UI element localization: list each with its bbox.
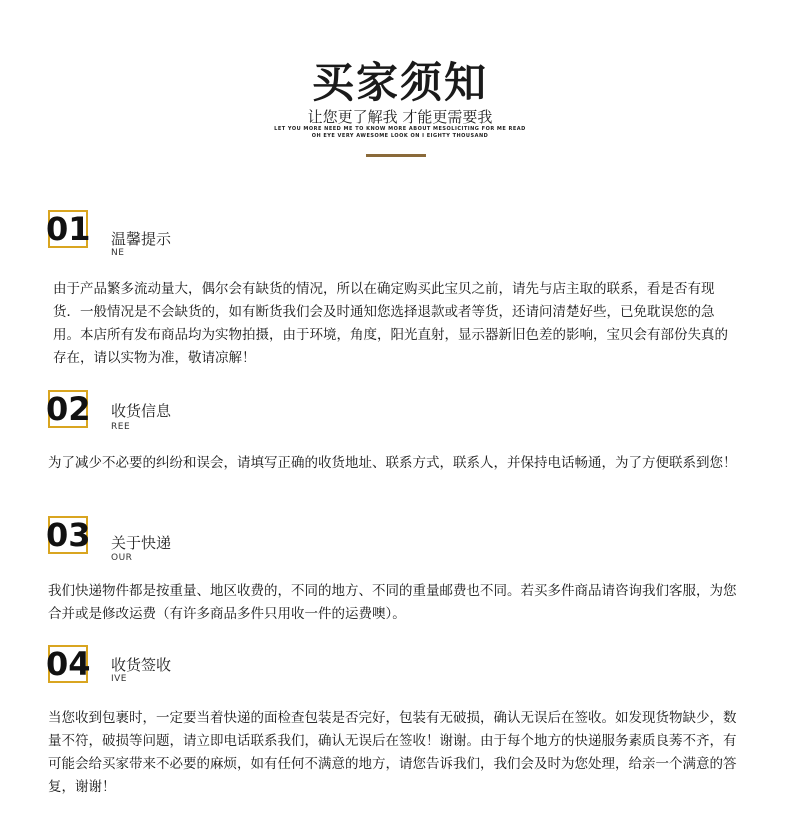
page-header bbox=[0, 0, 800, 170]
section-delivery bbox=[0, 516, 800, 626]
section-number-box bbox=[46, 210, 91, 248]
section-shipping-info bbox=[0, 390, 800, 500]
section-number-box bbox=[46, 516, 91, 554]
page-title: 买家须知 bbox=[311, 58, 488, 107]
section-subtitle: IVE bbox=[111, 674, 127, 684]
section-receipt bbox=[0, 645, 800, 815]
section-title: 温馨提示 bbox=[111, 230, 172, 248]
section-body: 我们快递物件都是按重量、地区收费的，不同的地方、不同的重量邮费也不同。若买多件商品请咨询我们客服，为您合并或是修改运费（有许多商品多件只用收一件的运费噢）。 bbox=[48, 583, 737, 622]
section-number: 01 bbox=[46, 210, 91, 248]
section-title: 关于快递 bbox=[111, 534, 172, 552]
section-body: 由于产品繁多流动量大，偶尔会有缺货的情况，所以在确定购买此宝贝之前，请先与店主取的联系，看是否有现货．一般情况是不会缺货的，如有断货我们会及时通知您选择退款或者等货，还请问清楚好些，已免耽误您的急用。本店所有发布商品均为实物拍摄，由于环境，角度，阳光直射，显示器新旧色差的影响，宝贝会有部份失真的存在，请以实物为准，敬请凉解！ bbox=[53, 281, 728, 366]
section-subtitle: NE bbox=[111, 248, 125, 258]
section-body: 当您收到包裹时，一定要当着快递的面检查包装是否完好，包装有无破损，确认无误后在签收。如发现货物缺少，数量不符，破损等问题，请立即电话联系我们，确认无误后在签收！谢谢。由于每个地方的快递服务素质良莠不齐，有可能会给买家带来不必要的麻烦，如有任何不满意的地方，请您告诉我们，我们会及时为您处理，给亲一个满意的答复，谢谢！ bbox=[48, 710, 737, 795]
section-title: 收货信息 bbox=[111, 402, 172, 420]
section-number: 04 bbox=[46, 645, 91, 683]
section-body: 为了减少不必要的纠纷和误会，请填写正确的收货地址、联系方式，联系人，并保持电话畅通，为了方便联系到您！ bbox=[48, 455, 737, 471]
section-number: 02 bbox=[46, 390, 91, 428]
tagline-line-2: OH EYE VERY AWESOME LOOK ON I EIGHTY THOUSAND bbox=[311, 133, 489, 139]
section-number: 03 bbox=[46, 516, 91, 554]
tagline-line-1: LET YOU MORE NEED ME TO KNOW MORE ABOUT MESOLICITING FOR ME READ bbox=[274, 126, 526, 132]
section-number-box bbox=[46, 645, 91, 683]
section-number-box bbox=[46, 390, 91, 428]
section-subtitle: REE bbox=[111, 422, 131, 432]
section-notice bbox=[0, 210, 800, 380]
title-divider bbox=[366, 154, 426, 157]
section-subtitle: OUR bbox=[111, 553, 133, 563]
page-subtitle: 让您更了解我 才能更需要我 bbox=[307, 108, 493, 126]
section-title: 收货签收 bbox=[111, 656, 172, 674]
